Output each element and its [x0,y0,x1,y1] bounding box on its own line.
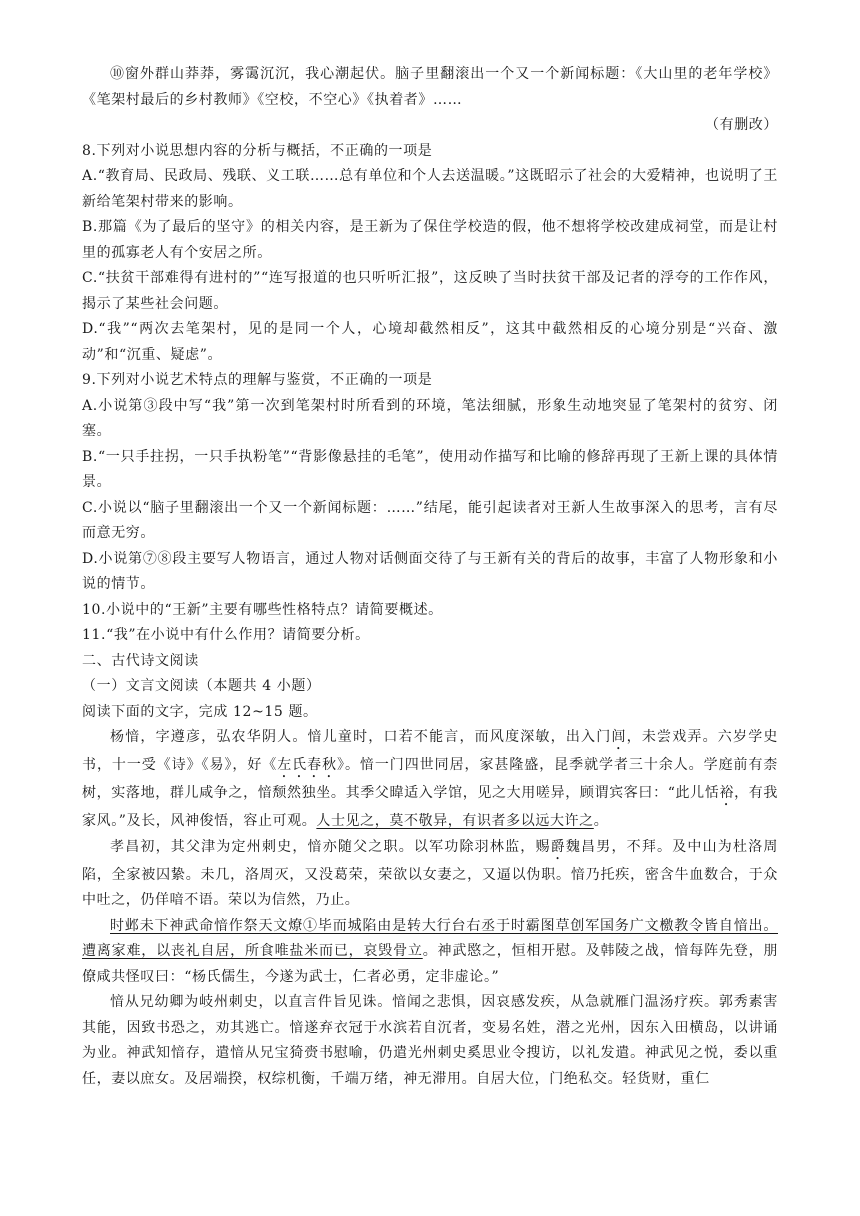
dotted-term: 裕 [719,785,735,801]
classical-paragraph-4: 愔从兄幼卿为岐州刺史，以直言件旨见诛。愔闻之悲惧，因哀感发疾，从急就雁门温汤疗疾。郭秀素害其能，因致书恐之，劝其逃亡。愔遂弃衣冠于水滨若自沉者，变易名姓，潜之光州，因东入田横岛，以讲诵为业。神武知愔存，遣愔从兄宝猗赍书慰喻，仍遣光州刺史奚思业令搜访，以礼发遣。神武见之悦，委以重任，妻以庶女。及居端揆，权综机衡，千端万绪，神无滞用。自居大位，门绝私交。轻货财，重仁 [82,994,778,1087]
question-8-option-b: B.那篇《为了最后的坚守》的相关内容，是王新为了保住学校造的假，他不想将学校改建成祠堂，而是让村里的孤寡老人有个安居之所。 [82,219,778,261]
underlined-passage: 时邺未下神武命愔作祭天文燎①毕而城陷由是转大行台右丞于时霸图草创军国务广文檄教令皆自愔出。遭离家难，以丧礼自居，所食唯盐米而已，哀毁骨立 [82,917,778,959]
question-9-stem: 9.下列对小说艺术特点的理解与鉴赏，不正确的一项是 [82,372,433,388]
question-9-option-a: A.小说第③段中写“我”第一次到笔架村时所看到的环境，笔法细腻，形象生动地突显了笔架村的贫穷、闭塞。 [82,397,778,439]
source-note: （有删改） [705,117,778,133]
question-9-option-d: D.小说第⑦⑧段主要写人物语言，通过人物对话侧面交待了与王新有关的背后的故事，丰富了人物形象和小说的情节。 [82,550,778,592]
text-run: 》。愔一门四世同居，家甚隆盛，昆季就学者三十余人。学庭前有柰树，实落地，群儿咸争之，愔颓然独坐。其季父暐适入学馆，见之大用嗟异，顾谓宾客曰：“此儿恬 [82,757,779,801]
text-run: 。 [593,813,609,829]
reading-instruction: 阅读下面的文字，完成 12~15 题。 [82,703,318,720]
question-11: 11.“我”在小说中有什么作用？请简要分析。 [82,627,370,643]
underlined-sentence: 人士见之，莫不敬异，有识者多以远大许之 [316,813,594,829]
text-run: 魏昌男，不拜。及中山为杜洛周陷，全家被囚絷。未几，洛周灭，又没葛荣，荣欲以女妻之，又逼以伪职。愔乃托疾，密含牛血数合，于众中吐之，仍佯喑不语。荣以为信然，乃止。 [82,838,778,908]
text-run: ，未尝戏弄。六岁学史书，十一受《诗》《易》，好《 [82,729,778,773]
subsection-heading: （一）文言文阅读（本题共 4 小题） [82,678,321,694]
classical-paragraph-1 [82,725,778,835]
question-8-option-c: C.“扶贫干部难得有进村的”“连写报道的也只听听汇报”，这反映了当时扶贫干部及记者的浮夸的工作作风，揭示了某些社会问题。 [82,270,778,312]
question-9-option-c: C.小说以“脑子里翻滚出一个又一个新闻标题：……”结尾，能引起读者对王新人生故事深入的思考，言有尽而意无穷。 [82,499,778,541]
question-8-option-d: D.“我”“两次去笔架村，见的是同一个人，心境却截然相反”，这其中截然相反的心境分别是“兴奋、激动”和“沉重、疑虑”。 [82,321,778,363]
question-8-option-a: A.“教育局、民政局、残联、义工联……总有单位和个人去送温暖。”这既昭示了社会的大爱精神，也说明了王新给笔架村带来的影响。 [82,168,778,210]
question-10: 10.小说中的“王新”主要有哪些性格特点？请简要概述。 [82,601,443,618]
text-run: ，有我家风。”及长，风神俊悟，容止可观。 [82,785,778,829]
classical-paragraph-2 [82,835,778,914]
section-heading: 二、古代诗文阅读 [82,652,199,669]
dotted-term: 爵 [550,838,566,855]
classical-paragraph-3 [82,914,778,991]
text-run: 。神武愍之，恒相开慰。及韩陵之战，愔每阵先登，朋僚咸共怪叹曰：“杨氏儒生，今遂为武士，仁者必勇，定非虚论。” [82,943,778,985]
text-run: 杨愔，字遵彦，弘农华阴人。愔儿童时，口若不能言，而风度深敏，出入门 [110,729,612,745]
document-page [82,62,778,1092]
passage-paragraph-10: ⑩窗外群山莽莽，雾霭沉沉，我心潮起伏。脑子里翻滚出一个又一个新闻标题：《大山里的老年学校》《笔架村最后的乡村教师》《空校，不空心》《执着者》…… [82,66,778,108]
dotted-term: 左氏春秋 [277,757,338,773]
question-9-option-b: B.“一只手拄拐，一只手执粉笔”“背影像悬挂的毛笔”，使用动作描写和比喻的修辞再现了王新上课的具体情景。 [82,448,778,490]
question-8-stem: 8.下列对小说思想内容的分析与概括，不正确的一项是 [82,142,433,159]
question-8 [82,139,778,369]
dotted-term: 闾 [611,729,627,745]
question-9 [82,368,778,598]
text-run: 孝昌初，其父津为定州刺史，愔亦随父之职。以军功除羽林监，赐 [110,838,551,855]
